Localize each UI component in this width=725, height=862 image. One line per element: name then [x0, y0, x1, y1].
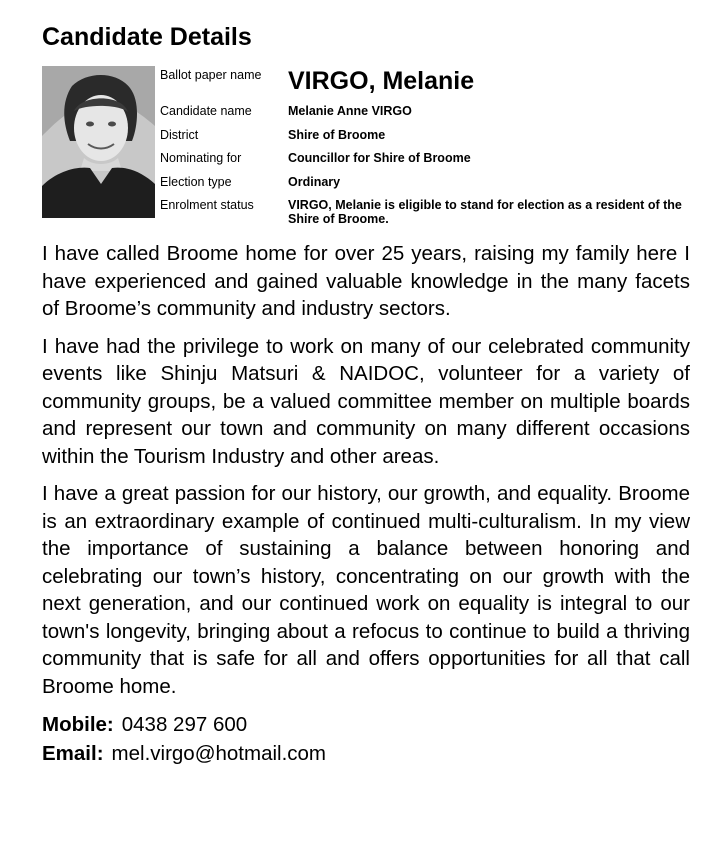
- row-enrolment-status: [160, 198, 690, 226]
- row-candidate-name: [160, 104, 690, 128]
- election-type-label: Election type: [160, 174, 232, 189]
- candidate-details-table: [160, 66, 690, 226]
- enrolment-status-label: Enrolment status: [160, 198, 254, 212]
- nominating-for-label: Nominating for: [160, 151, 242, 165]
- election-type-value: Ordinary: [288, 174, 341, 189]
- candidate-details-block: [42, 66, 690, 236]
- email-label: Email:: [42, 742, 104, 765]
- candidate-portrait-photo: [42, 66, 155, 218]
- mobile-label: Mobile:: [42, 713, 114, 736]
- enrolment-status-value: VIRGO, Melanie is eligible to stand for election as a resident of the Shire of Broome.: [288, 198, 682, 226]
- ballot-paper-name-label: Ballot paper name: [160, 68, 262, 82]
- row-nominating-for: [160, 151, 690, 175]
- contact-block: [42, 710, 690, 768]
- mobile-value: 0438 297 600: [121, 713, 248, 736]
- district-value: Shire of Broome: [288, 127, 386, 142]
- statement-paragraph: I have called Broome home for over 25 years, raising my family here I have experienced and gained valuable knowledge in the many facets of Broome’s community and industry sectors.: [42, 242, 690, 320]
- email-value[interactable]: mel.virgo@hotmail.com: [111, 742, 327, 765]
- contact-email: [42, 739, 690, 768]
- page-title: Candidate Details: [42, 23, 252, 51]
- ballot-paper-name-value: VIRGO, Melanie: [288, 67, 475, 95]
- row-election-type: [160, 175, 690, 199]
- contact-mobile: [42, 710, 690, 739]
- row-district: [160, 128, 690, 152]
- nominating-for-value: Councillor for Shire of Broome: [288, 151, 471, 165]
- statement-paragraph: I have a great passion for our history, our growth, and equality. Broome is an extraordinary example of continued multi-culturalism. In my view the importance of sustaining a balance between honoring and celebrating our town’s history, concentrating on our growth with the next generation, and our continued work on equality is integral to our town's longevity, bringing about a refocus to continue to build a thriving community that is safe for all and offers opportunities for all that call Broome home.: [42, 482, 690, 698]
- candidate-page: [42, 22, 690, 768]
- statement-paragraph: I have had the privilege to work on many of our celebrated community events like Shinju Matsuri & NAIDOC, volunteer for a variety of community groups, be a valued committee member on multiple boards and represent our town and community on many different occasions within the Tourism Industry and other areas.: [42, 334, 690, 468]
- district-label: District: [160, 127, 199, 142]
- candidate-name-label: Candidate name: [160, 104, 252, 118]
- row-ballot-paper-name: [160, 66, 690, 104]
- candidate-name-value: Melanie Anne VIRGO: [288, 104, 412, 118]
